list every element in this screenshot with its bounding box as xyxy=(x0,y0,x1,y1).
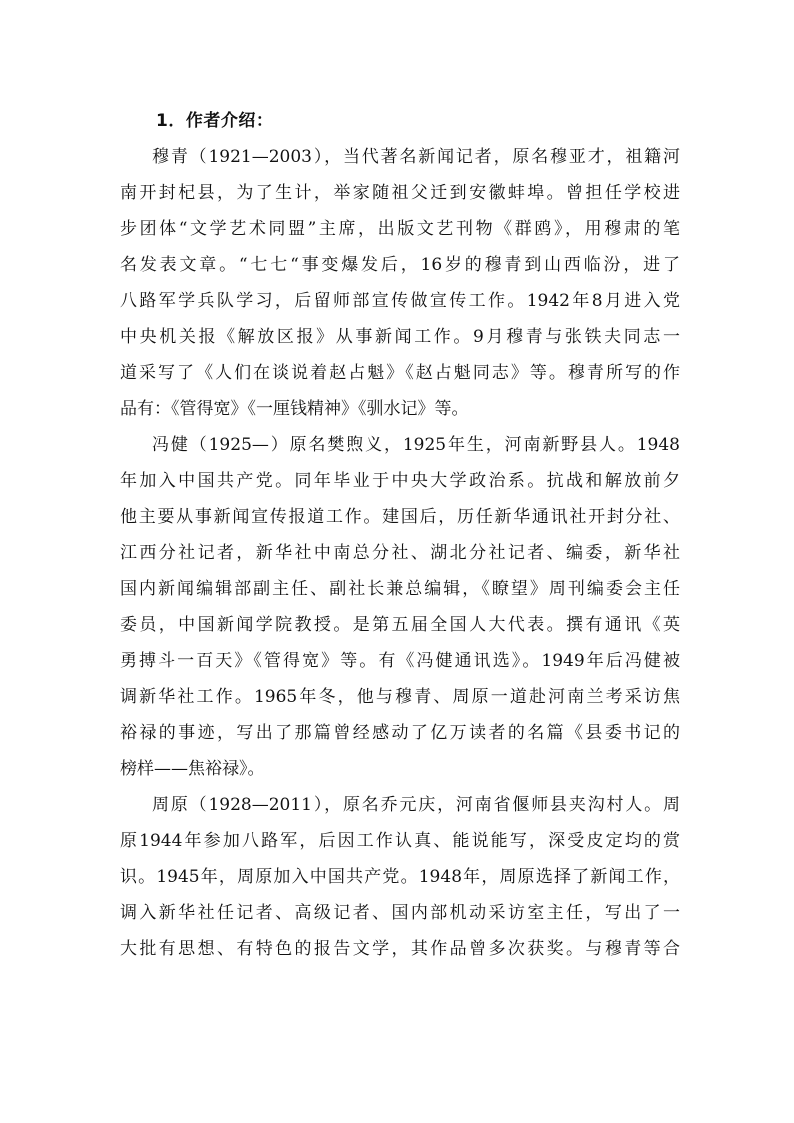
section-heading: 1．作者介绍： xyxy=(156,111,274,131)
text-line: 江西分社记者，新华社中南总分社、湖北分社记者、编委，新华社 xyxy=(120,543,680,563)
text-line: 年加入中国共产党。同年毕业于中央大学政治系。抗战和解放前夕 xyxy=(120,471,680,491)
text-line: 穆青（1921—2003），当代著名新闻记者，原名穆亚才，祖籍河 xyxy=(152,147,680,167)
text-line: 调新华社工作。1965年冬，他与穆青、周原一道赴河南兰考采访焦 xyxy=(120,687,680,707)
text-line: 勇搏斗一百天》《管得宽》等。有《冯健通讯选》。1949年后冯健被 xyxy=(120,651,680,671)
paragraph-mu-qing xyxy=(120,139,680,427)
text-line: 裕禄的事迹，写出了那篇曾经感动了亿万读者的名篇《县委书记的 xyxy=(120,723,680,743)
document-body xyxy=(120,103,680,967)
paragraph-zhou-yuan xyxy=(120,787,680,967)
text-line: 南开封杞县，为了生计，举家随祖父迁到安徽蚌埠。曾担任学校进 xyxy=(120,183,680,203)
text-line: 他主要从事新闻宣传报道工作。建国后，历任新华通讯社开封分社、 xyxy=(120,507,680,527)
text-line: 步团体“文学艺术同盟”主席，出版文艺刊物《群鸥》，用穆肃的笔 xyxy=(120,219,680,239)
text-line: 原1944年参加八路军，后因工作认真、能说能写，深受皮定均的赏 xyxy=(120,831,680,851)
text-line: 大批有思想、有特色的报告文学，其作品曾多次获奖。与穆青等合 xyxy=(120,939,680,959)
text-line: 国内新闻编辑部副主任、副社长兼总编辑，《瞭望》周刊编委会主任 xyxy=(120,579,680,599)
text-line: 榜样——焦裕禄》。 xyxy=(120,759,265,779)
paragraph-feng-jian xyxy=(120,427,680,787)
text-line: 识。1945年，周原加入中国共产党。1948年，周原选择了新闻工作， xyxy=(120,867,680,887)
text-line: 周原（1928—2011），原名乔元庆，河南省偃师县夹沟村人。周 xyxy=(152,795,680,815)
text-line: 中央机关报《解放区报》从事新闻工作。9月穆青与张铁夫同志一 xyxy=(120,327,680,347)
text-line: 调入新华社任记者、高级记者、国内部机动采访室主任，写出了一 xyxy=(120,903,680,923)
text-line: 冯健（1925—）原名樊煦义，1925年生，河南新野县人。1948 xyxy=(152,435,680,455)
text-line: 名发表文章。“七七“事变爆发后，16岁的穆青到山西临汾，进了 xyxy=(120,255,680,275)
text-line: 品有：《管得宽》《一厘钱精神》《驯水记》等。 xyxy=(120,399,469,419)
text-line: 道采写了《人们在谈说着赵占魁》《赵占魁同志》等。穆青所写的作 xyxy=(120,363,680,383)
text-line: 八路军学兵队学习，后留师部宣传做宣传工作。1942年8月进入党 xyxy=(120,291,680,311)
text-line: 委员，中国新闻学院教授。是第五届全国人大代表。撰有通讯《英 xyxy=(120,615,680,635)
